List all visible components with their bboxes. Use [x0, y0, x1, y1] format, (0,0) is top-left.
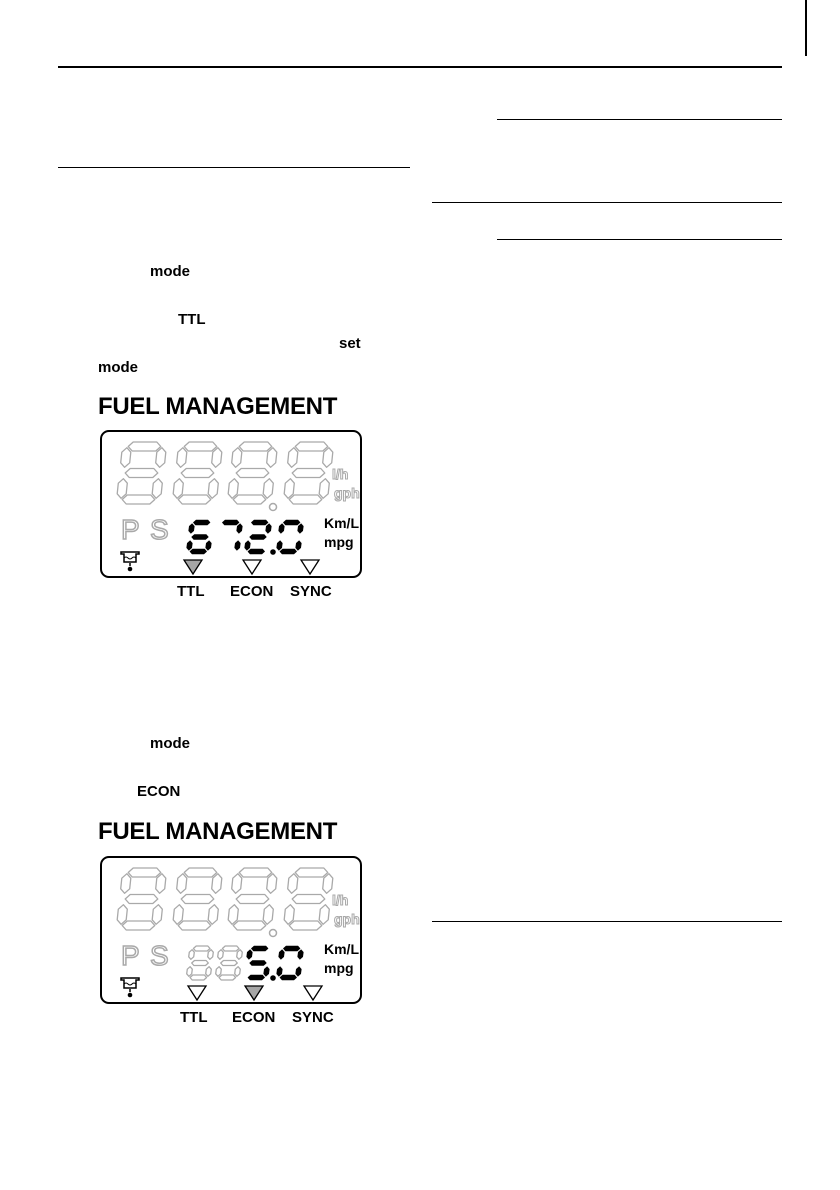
reading-digit-1	[187, 520, 212, 554]
lower-ghost-digit-2	[216, 946, 243, 980]
ghost-segment-b	[208, 950, 214, 960]
lit-segment-d	[248, 549, 265, 554]
lit-segment-d	[190, 549, 207, 554]
ghost-segment-e	[216, 967, 222, 977]
ghost-segment-d	[178, 921, 211, 930]
ghost-segment-d	[289, 921, 322, 930]
upper-decimal-point	[270, 504, 277, 511]
upper-ghost-digit-3	[228, 442, 277, 504]
ghost-segment-g	[125, 469, 158, 478]
ghost-segment-f	[177, 874, 187, 894]
ghost-segment-e	[117, 905, 127, 925]
indicator-sync-label: SYNC	[292, 1009, 334, 1026]
ghost-segment-g	[236, 469, 269, 478]
ghost-segment-d	[178, 495, 211, 504]
upper-ghost-digit-1	[117, 442, 166, 504]
ghost-segment-e	[228, 905, 238, 925]
indicator-sync-triangle	[304, 986, 322, 1000]
reading-decimal-point	[270, 975, 276, 981]
fuel-tank-icon	[121, 978, 139, 997]
lit-segment-f	[189, 524, 195, 534]
ghost-segment-b	[323, 448, 333, 468]
ghost-segment-e	[173, 905, 183, 925]
unit-mpg: mpg	[324, 534, 354, 550]
reading-digit-2	[277, 946, 304, 980]
indicator-ttl-triangle	[184, 560, 202, 574]
lit-segment-g	[250, 961, 267, 966]
lit-segment-c	[296, 967, 302, 977]
header-rule	[58, 66, 782, 68]
lit-segment-a	[283, 946, 300, 951]
panel-econ-lcd-art	[102, 858, 364, 1006]
ghost-segment-b	[267, 448, 277, 468]
ghost-segment-b	[156, 874, 166, 894]
indicator-econ-triangle	[245, 986, 263, 1000]
lit-segment-b	[266, 524, 272, 534]
instruction-econ-key: ECON	[137, 783, 181, 800]
lit-segment-e	[277, 967, 283, 977]
instruction-mode-key-3: mode	[150, 735, 191, 752]
indicator-econ-triangle	[243, 560, 261, 574]
ghost-segment-f	[189, 950, 195, 960]
ghost-segment-c	[206, 967, 212, 977]
section-rule-right-3	[497, 239, 782, 240]
instruction-ttl-key: TTL	[178, 311, 206, 328]
lit-segment-g	[192, 535, 209, 540]
panel-ttl-reading	[187, 520, 304, 555]
ghost-segment-e	[228, 479, 238, 499]
lit-segment-c	[296, 541, 302, 551]
section-rule-right-1	[497, 119, 782, 120]
lit-segment-c	[235, 541, 241, 551]
ghost-segment-c	[319, 479, 329, 499]
indicator-sync-label: SYNC	[290, 583, 332, 600]
ghost-segment-b	[237, 950, 243, 960]
ghost-segment-g	[125, 895, 158, 904]
ghost-segment-g	[192, 961, 209, 966]
ghost-segment-f	[288, 448, 298, 468]
ghost-segment-f	[218, 950, 224, 960]
panel-econ-reading	[187, 946, 304, 981]
upper-ghost-digit-3	[228, 868, 277, 930]
ghost-segment-f	[177, 448, 187, 468]
ghost-segment-e	[173, 479, 183, 499]
section-rule-left	[58, 167, 410, 168]
ghost-segment-c	[263, 479, 273, 499]
ghost-segment-a	[184, 442, 217, 451]
ghost-segment-c	[319, 905, 329, 925]
indicator-ttl-label: TTL	[177, 583, 205, 600]
instruction-mode-key-2: mode	[98, 359, 139, 376]
ghost-segment-a	[239, 442, 272, 451]
upper-ghost-digit-4	[284, 868, 333, 930]
lit-segment-d	[280, 549, 297, 554]
indicator-econ-label: ECON	[230, 583, 274, 600]
ghost-segment-b	[267, 874, 277, 894]
mode-letter-p: P	[121, 514, 140, 545]
panel-econ-title: FUEL MANAGEMENT	[98, 818, 338, 845]
ghost-segment-f	[121, 874, 131, 894]
reading-decimal-point	[270, 549, 276, 555]
reading-digit-4	[277, 520, 304, 554]
indicator-sync-triangle	[301, 560, 319, 574]
lit-segment-f	[247, 950, 253, 960]
ghost-segment-c	[235, 967, 241, 977]
panel-ttl-title: FUEL MANAGEMENT	[98, 393, 338, 420]
ghost-segment-a	[222, 946, 239, 951]
unit-gph: gph	[334, 485, 360, 501]
unit-kml: Km/L	[324, 941, 359, 957]
ghost-segment-d	[233, 921, 266, 930]
ghost-segment-d	[289, 495, 322, 504]
ghost-segment-b	[156, 448, 166, 468]
ghost-segment-f	[232, 874, 242, 894]
lit-segment-e	[277, 541, 283, 551]
ghost-segment-b	[323, 874, 333, 894]
ghost-segment-b	[212, 448, 222, 468]
section-rule-right-4	[432, 921, 782, 922]
ghost-segment-g	[181, 469, 214, 478]
lit-segment-d	[248, 975, 265, 980]
upper-ghost-digit-4	[284, 442, 333, 504]
section-rule-right-2	[432, 202, 782, 203]
upper-ghost-digit-1	[117, 868, 166, 930]
lit-segment-a	[222, 520, 239, 525]
lit-segment-g	[250, 535, 267, 540]
lit-segment-f	[279, 950, 285, 960]
ghost-segment-f	[288, 874, 298, 894]
instruction-set-key: set	[339, 335, 361, 352]
lit-segment-a	[193, 520, 210, 525]
ghost-segment-a	[193, 946, 210, 951]
ghost-segment-a	[128, 868, 161, 877]
ghost-segment-f	[121, 448, 131, 468]
instruction-mode-key: mode	[150, 263, 191, 280]
ghost-segment-a	[295, 442, 328, 451]
upper-ghost-digit-2	[173, 442, 222, 504]
ghost-segment-e	[284, 479, 294, 499]
ghost-segment-c	[208, 905, 218, 925]
reading-digit-2	[222, 520, 242, 550]
panel-ttl-lcd	[100, 430, 362, 578]
panel-ttl-upper-digits	[117, 442, 333, 504]
ghost-segment-g	[181, 895, 214, 904]
panel-econ-upper-digits	[117, 868, 333, 930]
indicator-econ-label: ECON	[232, 1009, 276, 1026]
mode-letter-p: P	[121, 940, 140, 971]
indicator-ttl-triangle	[188, 986, 206, 1000]
ghost-segment-c	[263, 905, 273, 925]
ghost-segment-d	[122, 921, 155, 930]
ghost-segment-g	[221, 961, 238, 966]
lit-segment-b	[298, 950, 304, 960]
lit-segment-d	[280, 975, 297, 980]
ghost-segment-d	[233, 495, 266, 504]
panel-econ-lcd	[100, 856, 362, 1004]
unit-lh: l/h	[332, 892, 349, 908]
lower-ghost-digit-1	[187, 946, 214, 980]
ghost-segment-c	[208, 479, 218, 499]
ghost-segment-c	[152, 479, 162, 499]
lit-segment-e	[187, 541, 193, 551]
ghost-segment-g	[236, 895, 269, 904]
lit-segment-f	[279, 524, 285, 534]
reading-digit-3	[245, 520, 272, 554]
unit-lh: l/h	[332, 466, 349, 482]
lit-segment-c	[206, 541, 212, 551]
lit-segment-e	[245, 541, 251, 551]
mode-letter-s: S	[150, 940, 169, 971]
ghost-segment-a	[295, 868, 328, 877]
ghost-segment-d	[219, 975, 236, 980]
ghost-segment-c	[152, 905, 162, 925]
ghost-segment-g	[292, 469, 325, 478]
unit-gph: gph	[334, 911, 360, 927]
lit-segment-b	[298, 524, 304, 534]
panel-ttl-lcd-art	[102, 432, 364, 580]
lit-segment-a	[251, 520, 268, 525]
ghost-segment-d	[122, 495, 155, 504]
ghost-segment-f	[232, 448, 242, 468]
lit-segment-c	[264, 967, 270, 977]
ghost-segment-e	[284, 905, 294, 925]
ghost-segment-d	[190, 975, 207, 980]
indicator-ttl-label: TTL	[180, 1009, 208, 1026]
ghost-segment-a	[184, 868, 217, 877]
fuel-tank-icon	[121, 552, 139, 571]
unit-kml: Km/L	[324, 515, 359, 531]
reading-digit-1	[247, 946, 270, 980]
lit-segment-a	[283, 520, 300, 525]
ghost-segment-b	[212, 874, 222, 894]
ghost-segment-a	[239, 868, 272, 877]
page-tab-mark	[805, 0, 807, 56]
ghost-segment-e	[187, 967, 193, 977]
mode-letter-s: S	[150, 514, 169, 545]
upper-ghost-digit-2	[173, 868, 222, 930]
ghost-segment-e	[117, 479, 127, 499]
lit-segment-a	[251, 946, 268, 951]
lit-segment-b	[237, 524, 243, 534]
ghost-segment-a	[128, 442, 161, 451]
ghost-segment-g	[292, 895, 325, 904]
upper-decimal-point	[270, 930, 277, 937]
unit-mpg: mpg	[324, 960, 354, 976]
